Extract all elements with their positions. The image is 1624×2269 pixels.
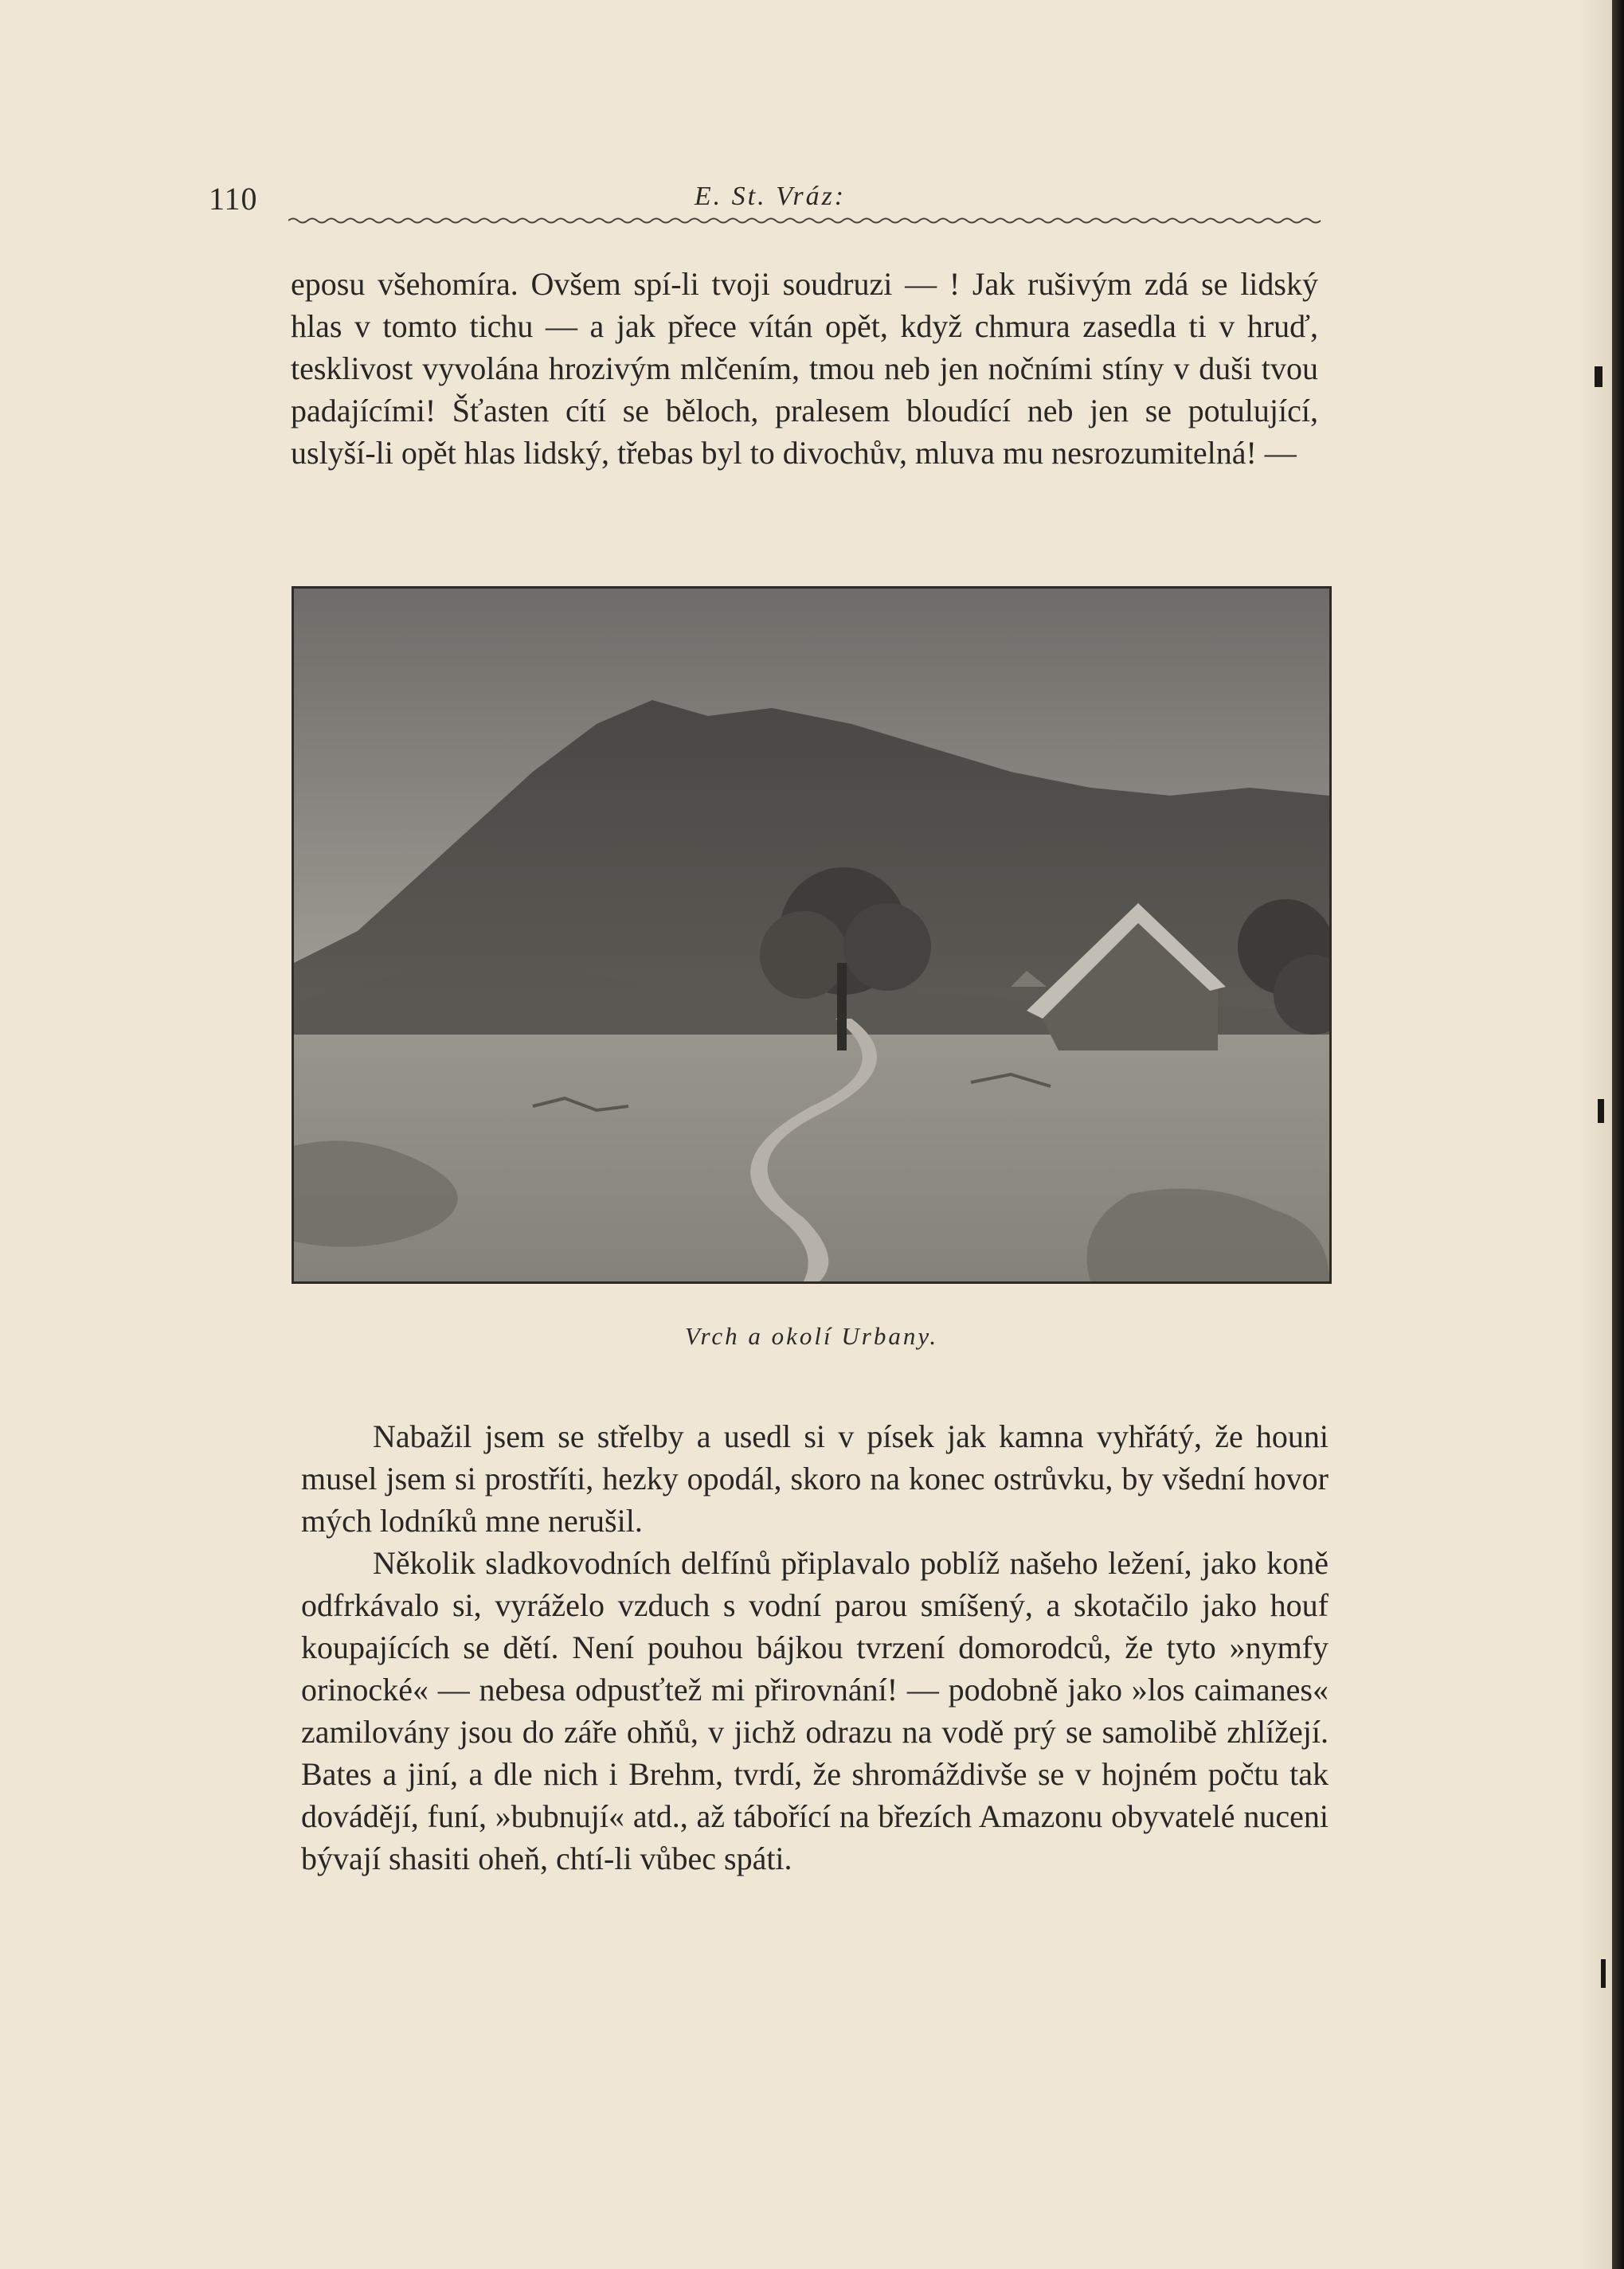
page-edge bbox=[1612, 0, 1624, 2269]
page-number: 110 bbox=[209, 181, 258, 217]
paragraph: Nabažil jsem se střelby a usedl si v písek jak kamna vyhřátý, že houni musel jsem si prostříti, hezky opodál, skoro na konec ostrůvku, by všední hovor mých lodníků mne nerušil. bbox=[301, 1418, 1329, 1539]
margin-mark bbox=[1598, 1099, 1604, 1123]
paragraph: Několik sladkovodních delfínů připlavalo poblíž našeho ležení, jako koně odfrkávalo si, vyráželo vzduch s vodní parou smíšený, a skotačilo jako houf koupajících se dětí. Není pouhou bájkou tvrzení domorodců, že tyto »nymfy orinocké« — nebesa odpusťtež mi přirovnání! — podobně jako »los caimanes« zamilovány jsou do záře ohňů, v jichž odrazu na vodě prý se samolibě zhlížejí. Bates a jiní, a dle nich i Brehm, tvrdí, že shromáždivše se v hojném počtu tak dovádějí, funí, »bubnují« atd., až tábořící na březích Amazonu obyvatelé nuceni bývají shasiti oheň, chtí-li vůbec spáti. bbox=[301, 1545, 1329, 1876]
figure-caption: Vrch a okolí Urbany. bbox=[684, 1322, 939, 1350]
margin-mark bbox=[1595, 366, 1602, 387]
margin-mark bbox=[1601, 1959, 1606, 1988]
running-head: E. St. Vráz: bbox=[694, 182, 847, 211]
page-shadow bbox=[1580, 0, 1612, 2269]
header-wavy-rule bbox=[288, 215, 1324, 226]
landscape-illustration bbox=[294, 589, 1329, 1281]
paragraph: eposu všehomíra. Ovšem spí-li tvoji soudruzi — ! Jak rušivým zdá se lidský hlas v tomto tichu — a jak přece vítán opět, když chmura zasedla ti v hruď, tesklivost vyvolána hrozivým mlčením, tmou neb jen nočními stíny v duši tvou padajícími! Šťasten cítí se běloch, pralesem bloudící neb jen se potulující, uslyší-li opět hlas lidský, třebas byl to divochův, mluva mu nesrozumitelná! — bbox=[291, 266, 1318, 471]
text-block-bottom bbox=[301, 1415, 1329, 1880]
text-block-top bbox=[291, 263, 1318, 474]
illustration-frame bbox=[292, 586, 1332, 1284]
